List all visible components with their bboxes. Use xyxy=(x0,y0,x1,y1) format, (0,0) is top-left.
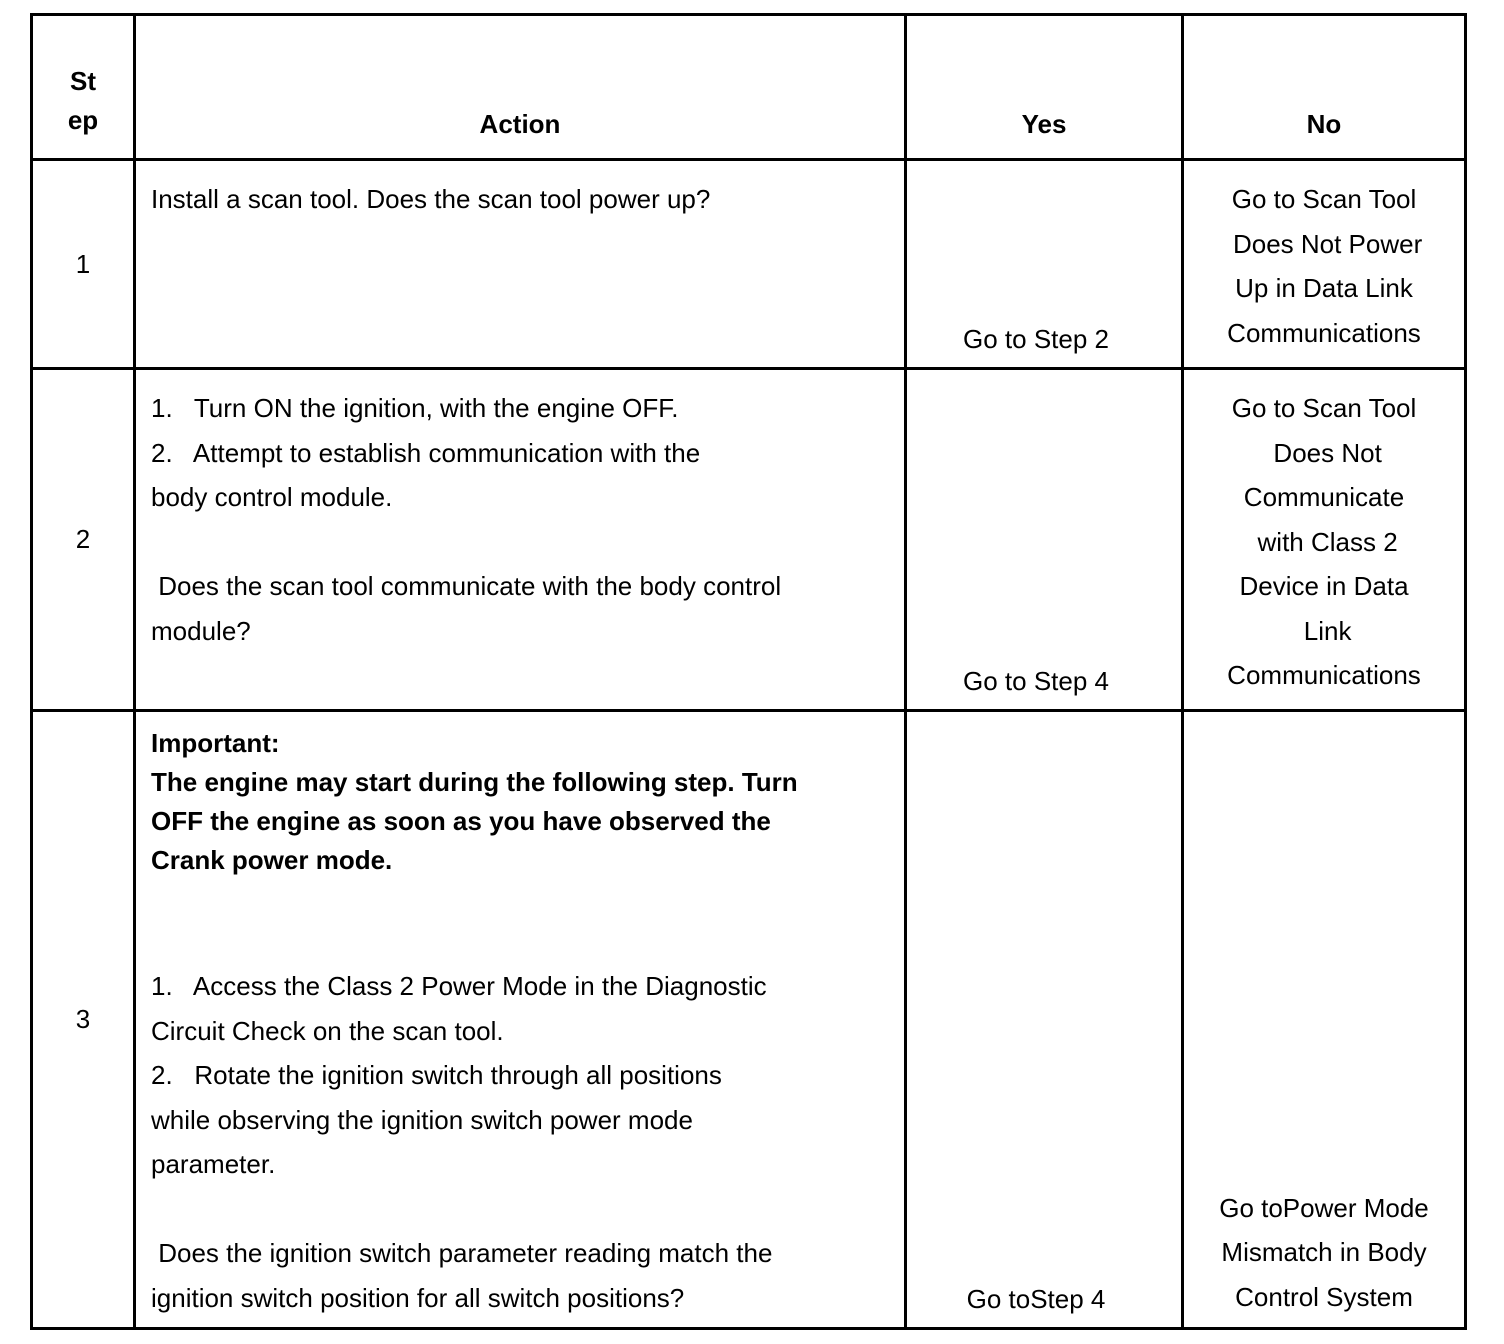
no-text: Mismatch in Body xyxy=(1221,1237,1427,1267)
no-text: Go to Scan Tool xyxy=(1231,184,1417,214)
yes-cell: Go toStep 4 xyxy=(906,711,1183,1329)
table-row xyxy=(32,369,1466,711)
no-text: with Class 2 xyxy=(1250,526,1398,557)
action-text: body control module. xyxy=(151,482,393,512)
action-text: Circuit Check on the scan tool. xyxy=(151,1015,504,1046)
step-number: 1 xyxy=(32,160,135,369)
action-cell xyxy=(135,711,906,1329)
action-text: 2. Attempt to establish communication with the xyxy=(151,437,701,468)
no-text: Go to Scan Tool xyxy=(1231,393,1417,423)
action-text: 2. Rotate the ignition switch through all positions xyxy=(151,1060,722,1090)
action-text: module? xyxy=(151,615,251,646)
action-text: while observing the ignition switch power mode xyxy=(151,1104,693,1135)
yes-cell: Go to Step 4 xyxy=(906,369,1183,711)
action-text: Does the scan tool communicate with the body control xyxy=(151,571,782,601)
no-text: Does Not xyxy=(1266,437,1382,468)
no-cell xyxy=(1183,160,1466,369)
table-row xyxy=(32,711,1466,1329)
header-step xyxy=(32,15,135,160)
action-text: ignition switch position for all switch positions? xyxy=(151,1282,685,1313)
yes-cell: Go to Step 2 xyxy=(906,160,1183,369)
header-no: No xyxy=(1183,15,1466,160)
no-text: Does Not Power xyxy=(1225,228,1423,259)
step-number: 2 xyxy=(32,369,135,711)
important-title: Important: xyxy=(151,728,280,758)
important-text: The engine may start during the following step. Turn xyxy=(151,767,798,797)
important-text: OFF the engine as soon as you have observed the xyxy=(151,806,771,836)
no-cell xyxy=(1183,369,1466,711)
action-cell xyxy=(135,369,906,711)
header-step-line1: St xyxy=(70,66,96,96)
no-cell xyxy=(1183,711,1466,1329)
action-cell xyxy=(135,160,906,369)
action-text: Does the ignition switch parameter reading match the xyxy=(151,1238,773,1268)
header-row xyxy=(32,15,1466,160)
action-text: parameter. xyxy=(151,1149,276,1179)
step-number: 3 xyxy=(32,711,135,1329)
diagnostic-table xyxy=(30,13,1467,1330)
header-action: Action xyxy=(135,15,906,160)
header-yes: Yes xyxy=(906,15,1183,160)
action-text: 1. Access the Class 2 Power Mode in the Diagnostic xyxy=(151,971,767,1001)
no-text: Communications xyxy=(1227,317,1421,348)
no-text: Link xyxy=(1296,615,1352,646)
no-text: Up in Data Link xyxy=(1235,273,1413,303)
header-step-line2: ep xyxy=(67,105,99,135)
no-text: Go toPower Mode xyxy=(1219,1192,1429,1223)
no-text: Communicate xyxy=(1243,482,1405,512)
table-row xyxy=(32,160,1466,369)
important-text: Crank power mode. xyxy=(151,845,393,875)
no-text: Communications xyxy=(1227,660,1421,690)
no-text: Device in Data xyxy=(1239,571,1409,601)
action-text: Install a scan tool. Does the scan tool power up? xyxy=(151,184,711,214)
action-text: 1. Turn ON the ignition, with the engine OFF. xyxy=(151,393,679,423)
no-text: Control System xyxy=(1235,1281,1413,1312)
